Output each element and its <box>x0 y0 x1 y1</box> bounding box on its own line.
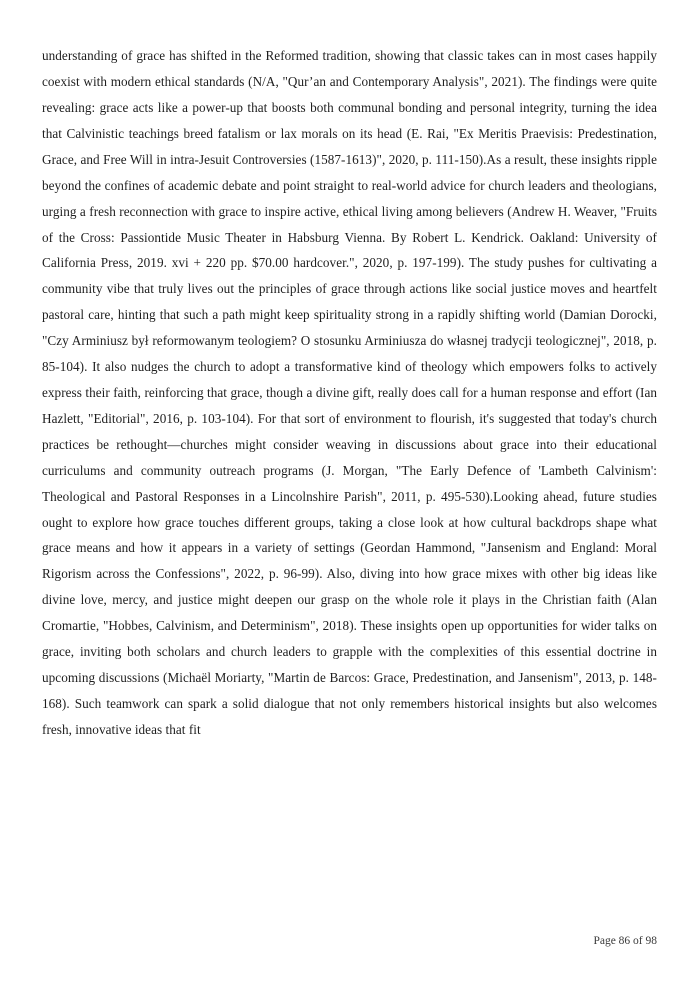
page-number: Page 86 of 98 <box>593 935 657 947</box>
body-paragraph: understanding of grace has shifted in the Reformed tradition, showing that classic takes can in most cases happily coexist with modern ethical standards (N/A, "Qur’an and Contemporary Analysis", 2021). The findings were quite revealing: grace acts like a power-up that boosts both communal bonding and personal integrity, turning the idea that Calvinistic teachings breed fatalism or lax morals on its head (E. Rai, "Ex Meritis Praevisis: Predestination, Grace, and Free Will in intra-Jesuit Controversies (1587-1613)", 2020, p. 111-150).As a result, these insights ripple beyond the confines of academic debate and point straight to real-world advice for church leaders and theologians, urging a fresh reconnection with grace to inspire active, ethical living among believers (Andrew H. Weaver, "Fruits of the Cross: Passiontide Music Theater in Habsburg Vienna. By Robert L. Kendrick. Oakland: University of California Press, 2019. xvi + 220 pp. $70.00 hardcover.", 2020, p. 197-199). The study pushes for cultivating a community vibe that truly lives out the principles of grace through actions like social justice moves and heartfelt pastoral care, hinting that such a path might keep spirituality strong in a rapidly shifting world (Damian Dorocki, "Czy Arminiusz był reformowanym teologiem? O stosunku Arminiusza do własnej tradycji teologicznej", 2018, p. 85-104). It also nudges the church to adopt a transformative kind of theology which empowers folks to actively express their faith, reinforcing that grace, though a divine gift, really does call for a human response and effort (Ian Hazlett, "Editorial", 2016, p. 103-104). For that sort of environment to flourish, it's suggested that today's church practices be rethought—churches might consider weaving in discussions about grace into their educational curriculums and community outreach programs (J. Morgan, "The Early Defence of 'Lambeth Calvinism': Theological and Pastoral Responses in a Lincolnshire Parish", 2011, p. 495-530).Looking ahead, future studies ought to explore how grace touches different groups, taking a close look at how cultural backdrops shape what grace means and how it appears in a variety of settings (Geordan Hammond, "Jansenism and England: Moral Rigorism across the Confessions", 2022, p. 96-99). Also, diving into how grace mixes with other big ideas like divine love, mercy, and justice might deepen our grasp on the whole role it plays in the Christian faith (Alan Cromartie, "Hobbes, Calvinism, and Determinism", 2018). These insights open up opportunities for wider talks on grace, inviting both scholars and church leaders to grapple with the complexities of this essential doctrine in upcoming discussions (Michaël Moriarty, "Martin de Barcos: Grace, Predestination, and Jansenism", 2013, p. 148-168). Such teamwork can spark a solid dialogue that not only remembers historical insights but also welcomes fresh, innovative ideas that fit <box>42 48 657 737</box>
